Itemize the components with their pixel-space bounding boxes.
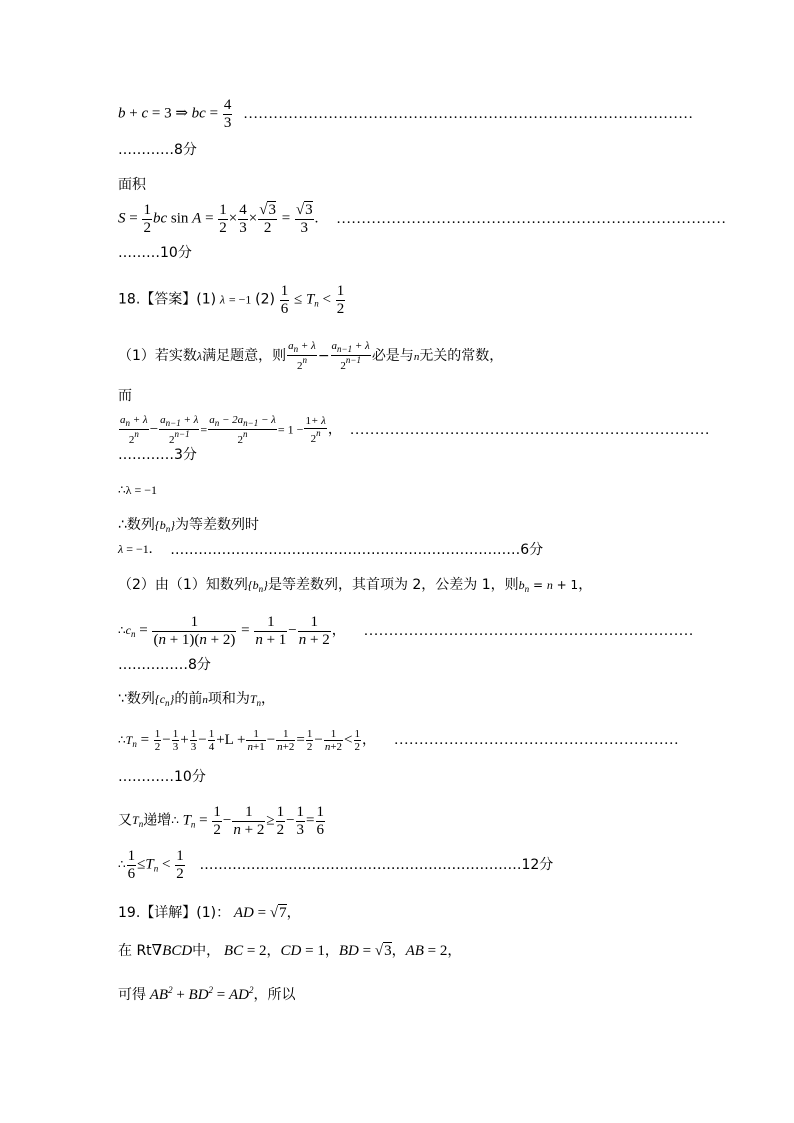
q19-triangle: 在 Rt∇BCD中， BC = 2，CD = 1，BD = √3，AB = 2， bbox=[118, 943, 462, 959]
lambda-line: λ = −1. …………………………………………………………………6分 bbox=[118, 541, 544, 558]
q18-part1-intro: （1）若实数λ满足题意，则 $\frac{a_n + \lambda}{2^n}$ − $\frac{a_{n-1} + \lambda}{2^{n-1}}$ 必是与n无关的常数， bbox=[118, 340, 504, 372]
area-formula: S = $\frac{1}{2}$ bc sin A = $\frac{1}{2}$ × $\frac{4}{3}$ × $\frac{√3}{2}$ = $\frac{√3}{3}$ . …………………………………………………………………… bbox=[118, 202, 727, 236]
area-label: 面积 bbox=[118, 177, 146, 193]
q18-difference: $\frac{a_n + \lambda}{2^n}$ − $\frac{a_{n-1} + \lambda}{2^{n-1}}$ = $\frac{a_n - 2a_{n-1} - \lambda}{2^n}$ = 1 − $\frac{1+ \lambda}{2^n}$ ， ……………………………………………………………… bbox=[120, 414, 710, 446]
tn-increasing: 又$T_n$递增∴ $T_n$ = $\frac{1}{2}$ − $\frac{1}{n + 2}$ ≥ $\frac{1}{2}$ − $\frac{1}{3}$ = $\frac{1}{6}$ bbox=[118, 804, 324, 838]
arith-seq-condition: ∴数列$\{b_n\}$为等差数列时 bbox=[118, 517, 260, 534]
score-8b: ……………8分 bbox=[118, 657, 211, 673]
q18-answer: 18.【答案】(1) λ = −1 (2) $\frac{1}{6}$ ≤ $T_n$ < $\frac{1}{2}$ bbox=[118, 283, 345, 317]
q18-part2-intro: （2）由（1）知数列$\{b_n\}$是等差数列，其首项为 2，公差为 1，则$b_n = n + 1$， bbox=[118, 577, 593, 594]
score-3: …………3分 bbox=[118, 447, 197, 463]
tn-definition: ∵数列$\{c_n\}$的前n项和为$T_n$， bbox=[118, 691, 276, 708]
cn-formula: $\therefore c_n$ = $\frac{1}{(n + 1)(n + 2)}$ = $\frac{1}{n + 1}$ − $\frac{1}{n + 2}$ ， ………………………………………………………… bbox=[118, 614, 694, 648]
tn-range: ∴ $\frac{1}{6}$ $\le T_n$ < $\frac{1}{2}$ ……………………………………………………………12分 bbox=[118, 848, 554, 882]
text-er: 而 bbox=[118, 388, 132, 404]
lambda-result: ∴λ = −1 bbox=[118, 483, 157, 497]
score-10: ………10分 bbox=[118, 245, 192, 261]
q19-header: 19.【详解】(1)： AD = √7， bbox=[118, 905, 301, 921]
line-bc-product: b + c = 3 ⇒ bc = $\frac{4}{3}$ ……………………………………………………………………………… bbox=[118, 97, 694, 131]
score-8: …………8分 bbox=[118, 142, 197, 158]
tn-sum: $\therefore T_n$ = $\frac{1}{2}$ − $\frac{1}{3}$ + $\frac{1}{3}$ − $\frac{1}{4}$ +L + $\frac{1}{n+1}$ − $\frac{1}{n+2}$ = $\frac{1}{2}$ − $\frac{1}{n+2}$ < $\frac{1}{2}$ ， ………………………………………………… bbox=[118, 728, 679, 754]
score-10b: …………10分 bbox=[118, 769, 206, 785]
q19-pythagoras: 可得 $AB^2 + BD^2 = AD^2$，所以 bbox=[118, 985, 296, 1003]
